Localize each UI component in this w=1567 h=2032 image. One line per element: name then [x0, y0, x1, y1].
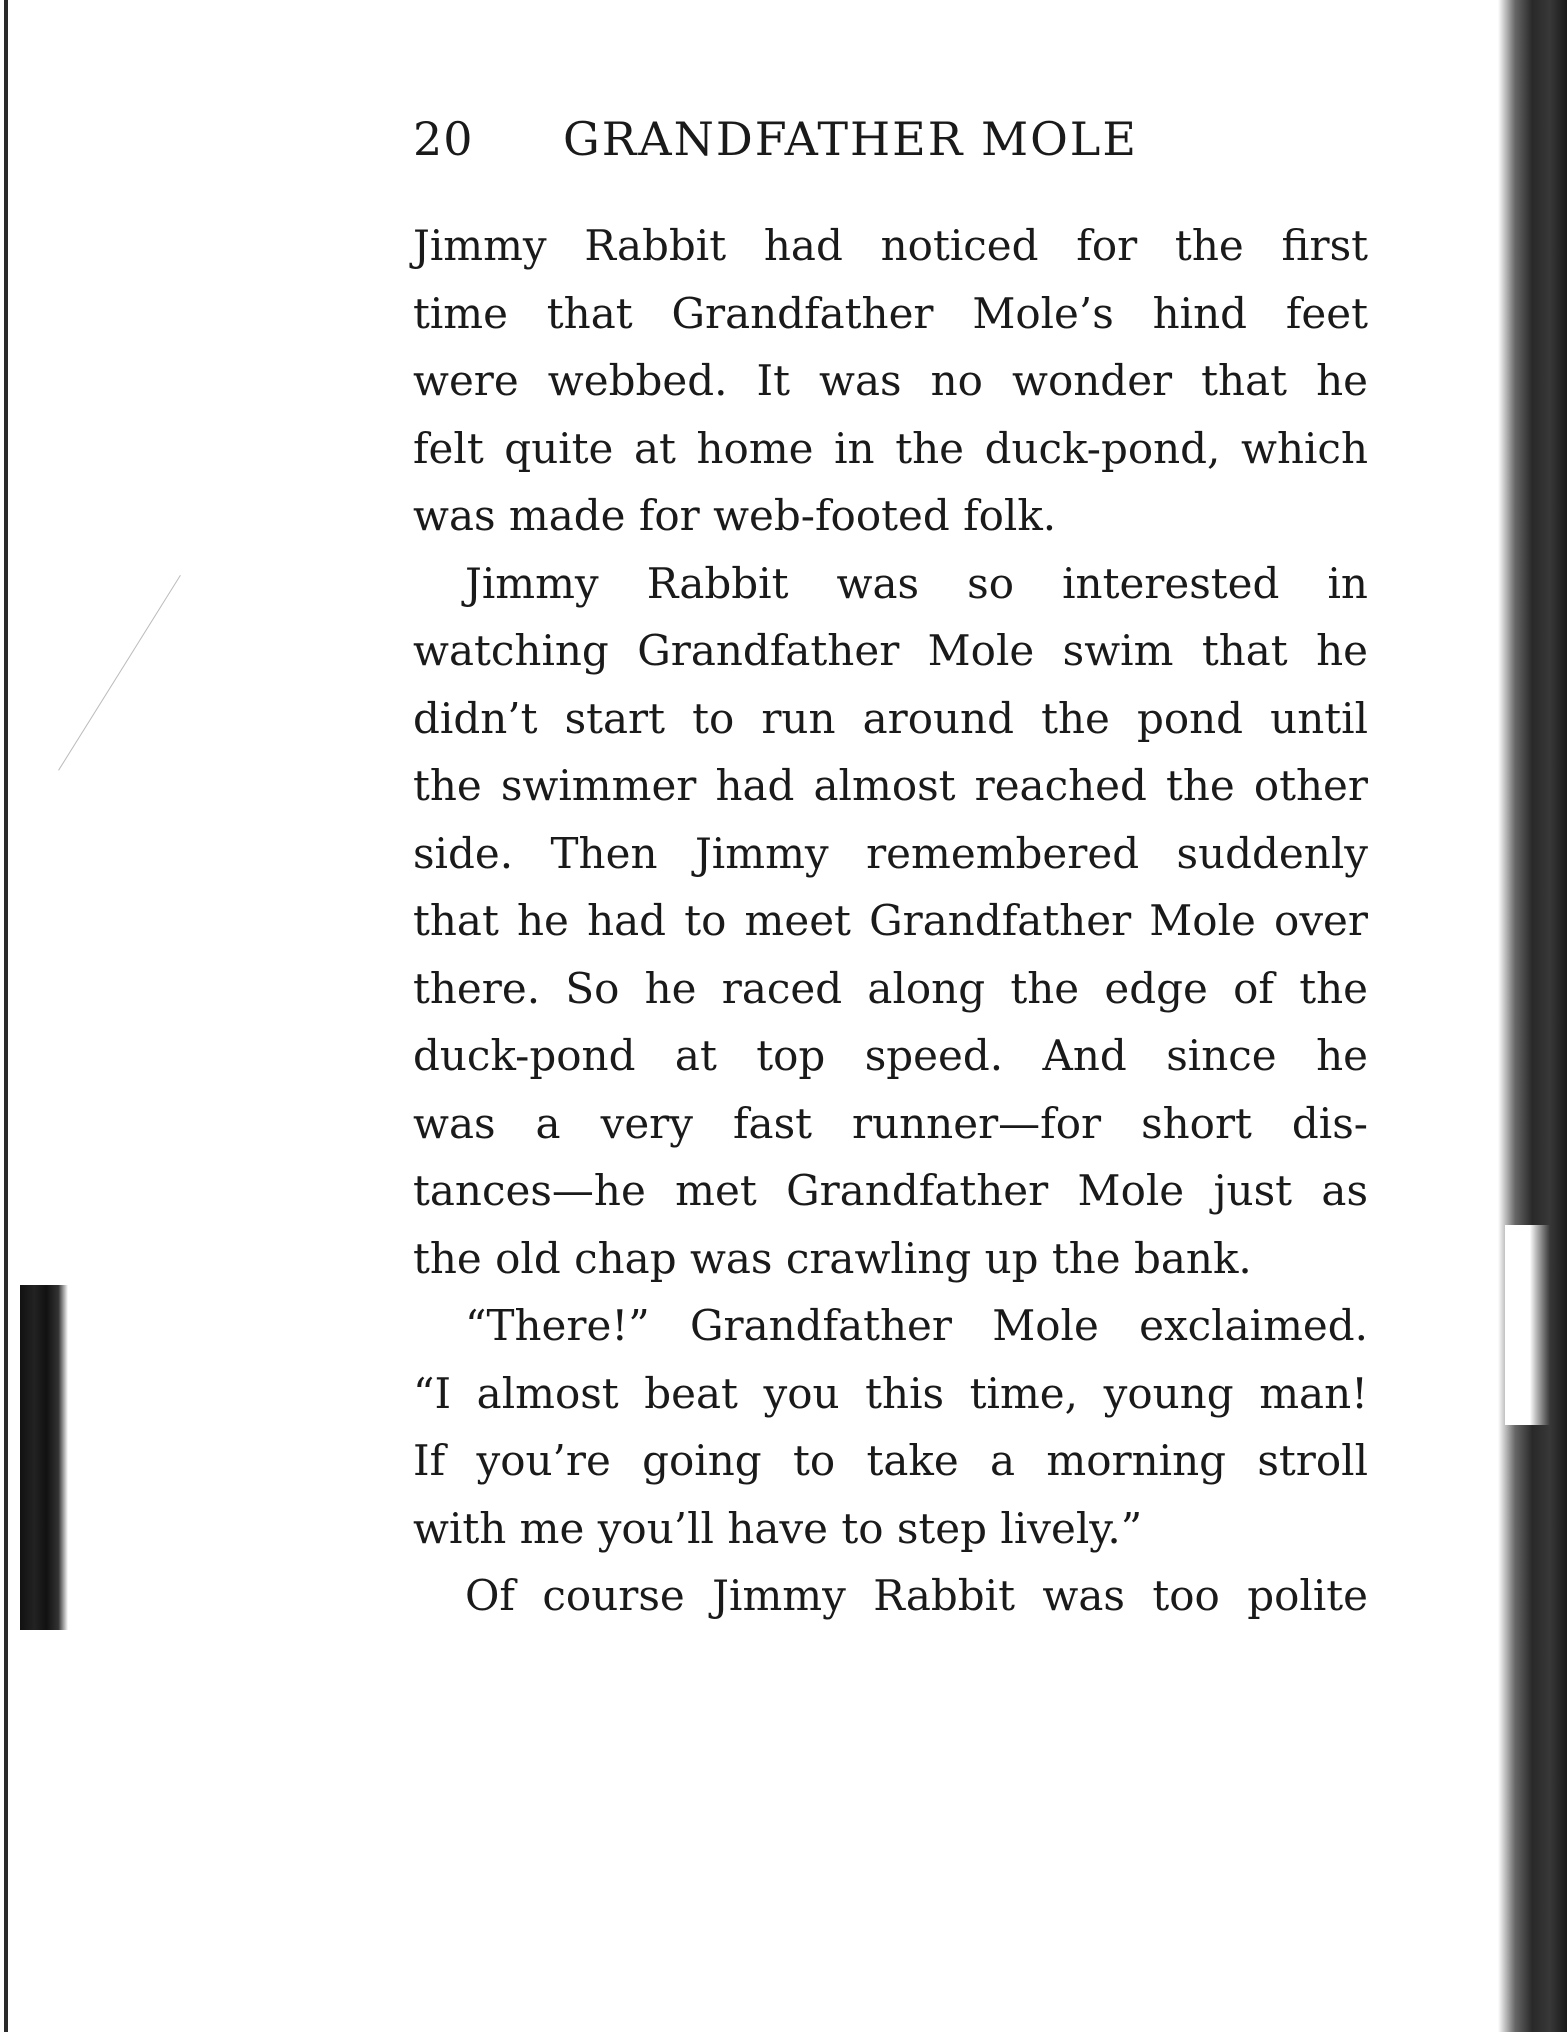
text-line: duck-pond at top speed. And since he	[413, 1031, 1368, 1080]
text-line: watching Grandfather Mole swim that he	[413, 626, 1368, 675]
text-line: tances—he met Grandfather Mole just as	[413, 1166, 1368, 1215]
text-line: was made for web-footed folk.	[413, 491, 1057, 540]
text-line: was a very fast runner—for short dis-	[413, 1098, 1368, 1148]
page-number: 20	[413, 112, 474, 166]
text-line: “There!” Grandfather Mole exclaimed.	[465, 1301, 1368, 1350]
text-line: time that Grandfather Mole’s hind feet	[413, 288, 1368, 338]
text-line: with me you’ll have to step lively.”	[413, 1503, 1143, 1553]
scan-right-edge	[1498, 0, 1567, 2032]
text-line: the swimmer had almost reached the other	[413, 761, 1368, 810]
text-line: the old chap was crawling up the bank.	[413, 1233, 1252, 1283]
text-line: Jimmy Rabbit was so interested in	[465, 558, 1368, 608]
scan-left-edge	[4, 0, 8, 2032]
running-header	[413, 112, 1138, 182]
text-line: felt quite at home in the duck-pond, which	[413, 423, 1368, 473]
body-text	[413, 212, 1368, 1630]
paper-crease	[58, 575, 181, 771]
text-line: were webbed. It was no wonder that he	[413, 356, 1368, 405]
text-line: “I almost beat you this time, young man!	[413, 1368, 1368, 1418]
text-line: side. Then Jimmy remembered suddenly	[413, 828, 1368, 878]
running-title: GRANDFATHER MOLE	[563, 112, 1138, 166]
text-line: didn’t start to run around the pond until	[413, 693, 1368, 743]
text-line: that he had to meet Grandfather Mole over	[413, 896, 1368, 945]
scan-right-edge-gap	[1505, 1225, 1550, 1425]
scan-left-shadow	[20, 1285, 68, 1630]
text-line: Of course Jimmy Rabbit was too polite	[465, 1571, 1368, 1620]
text-line: If you’re going to take a morning stroll	[413, 1436, 1368, 1485]
text-line: Jimmy Rabbit had noticed for the first	[413, 221, 1368, 270]
text-line: there. So he raced along the edge of the	[413, 963, 1368, 1013]
